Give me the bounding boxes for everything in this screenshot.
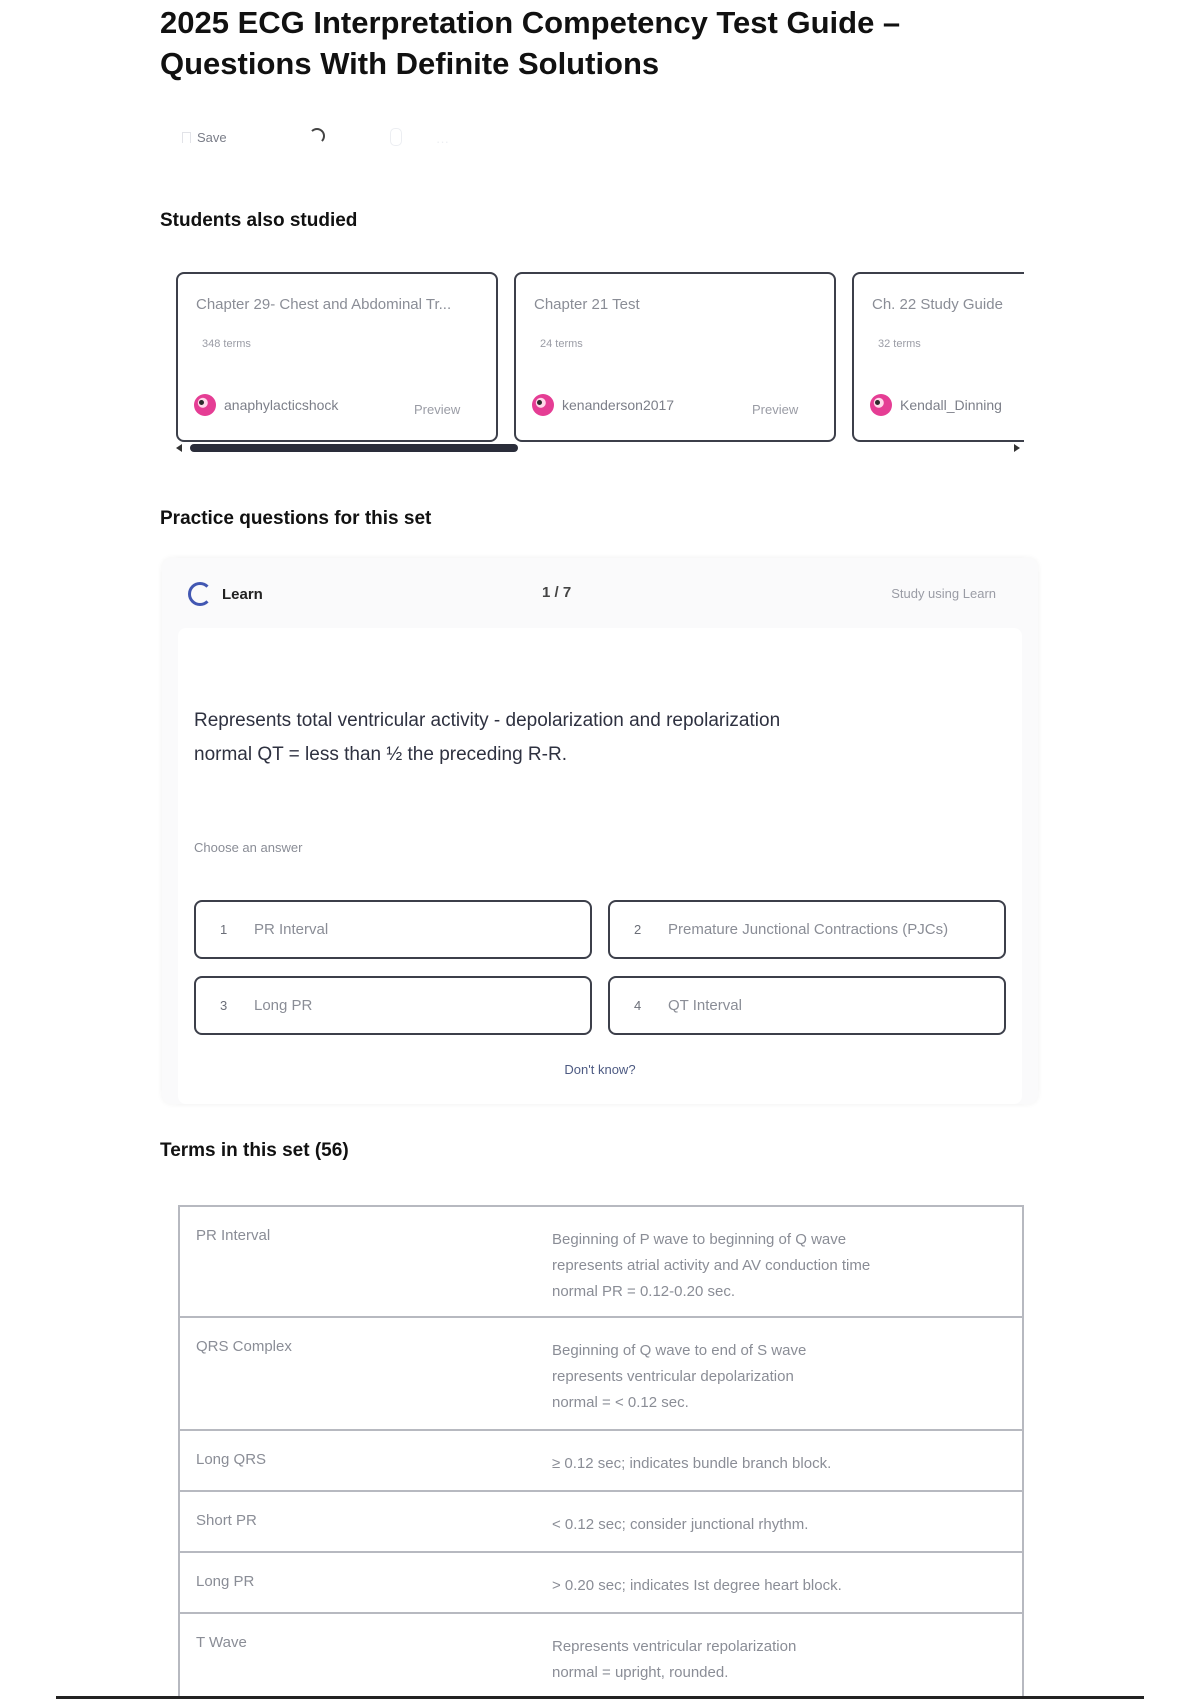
- carousel-scrollbar[interactable]: [190, 444, 1010, 452]
- carousel-scrollbar-thumb[interactable]: [190, 444, 518, 452]
- definition-line: represents atrial activity and AV conduction time: [552, 1257, 871, 1274]
- study-using-learn-link[interactable]: Study using Learn: [891, 586, 996, 601]
- study-set-card[interactable]: [852, 272, 1024, 442]
- terms-table: [178, 1205, 1024, 1698]
- more-icon[interactable]: ···: [436, 134, 449, 149]
- answer-option[interactable]: [608, 976, 1006, 1035]
- question-line: Represents total ventricular activity - depolarization and repolarization: [194, 710, 781, 731]
- terms-heading: Terms in this set (56): [160, 1140, 349, 1161]
- learn-icon: [188, 582, 212, 606]
- answer-number: 2: [634, 922, 642, 937]
- term-definition: [552, 1634, 1012, 1686]
- avatar: [532, 394, 554, 416]
- page-divider: [56, 1696, 1144, 1699]
- loading-spinner-icon: [309, 128, 325, 144]
- card-author[interactable]: [870, 394, 1002, 416]
- term-word: Short PR: [196, 1512, 257, 1529]
- preview-button[interactable]: Preview: [752, 402, 799, 417]
- card-author[interactable]: [532, 394, 674, 416]
- share-icon[interactable]: [390, 128, 402, 146]
- card-term-count: 24 terms: [540, 338, 583, 350]
- save-button[interactable]: [182, 130, 227, 145]
- learn-practice-panel: [162, 558, 1038, 1104]
- term-word: T Wave: [196, 1634, 247, 1651]
- question-line: normal QT = less than ½ the preceding R-R.: [194, 744, 567, 765]
- term-word: QRS Complex: [196, 1338, 292, 1355]
- term-definition: [552, 1227, 1012, 1305]
- answer-text: PR Interval: [254, 921, 329, 938]
- scroll-left-arrow-icon[interactable]: [176, 444, 182, 452]
- term-word: Long PR: [196, 1573, 255, 1590]
- answer-option[interactable]: [194, 976, 592, 1035]
- term-definition: [552, 1573, 1012, 1599]
- term-row: [178, 1553, 1024, 1614]
- bookmark-icon: [182, 132, 191, 143]
- term-row: [178, 1492, 1024, 1553]
- definition-line: normal PR = 0.12-0.20 sec.: [552, 1283, 736, 1300]
- dont-know-button[interactable]: Don't know?: [564, 1062, 636, 1077]
- term-row: [178, 1614, 1024, 1698]
- avatar: [194, 394, 216, 416]
- choose-answer-label: Choose an answer: [194, 840, 303, 855]
- definition-line: > 0.20 sec; indicates Ist degree heart block.: [552, 1577, 842, 1594]
- learn-label: Learn: [222, 585, 263, 603]
- term-definition: [552, 1512, 1012, 1538]
- question-text: [194, 704, 894, 772]
- term-row: [178, 1318, 1024, 1431]
- card-title: Chapter 29- Chest and Abdominal Tr...: [196, 296, 452, 313]
- avatar: [870, 394, 892, 416]
- definition-line: normal = upright, rounded.: [552, 1664, 729, 1681]
- save-label: Save: [197, 130, 227, 145]
- term-word: PR Interval: [196, 1227, 271, 1244]
- term-definition: [552, 1451, 1012, 1477]
- card-term-count: 32 terms: [878, 338, 921, 350]
- answer-text: QT Interval: [668, 997, 742, 1014]
- card-term-count: 348 terms: [202, 338, 251, 350]
- question-card: [178, 628, 1022, 1104]
- students-also-studied-heading: Students also studied: [160, 210, 358, 231]
- study-set-carousel: [176, 270, 1024, 454]
- scroll-right-arrow-icon[interactable]: [1014, 444, 1020, 452]
- definition-line: Represents ventricular repolarization: [552, 1638, 797, 1655]
- learn-mode-label: [188, 582, 263, 606]
- answer-text: Long PR: [254, 997, 313, 1014]
- definition-line: represents ventricular depolarization: [552, 1368, 794, 1385]
- answer-number: 1: [220, 922, 228, 937]
- term-row: [178, 1205, 1024, 1318]
- definition-line: Beginning of Q wave to end of S wave: [552, 1342, 807, 1359]
- answer-number: 3: [220, 998, 228, 1013]
- card-author-name: Kendall_Dinning: [900, 397, 1002, 413]
- definition-line: < 0.12 sec; consider junctional rhythm.: [552, 1516, 809, 1533]
- term-row: [178, 1431, 1024, 1492]
- card-title: Ch. 22 Study Guide: [872, 296, 1003, 313]
- practice-questions-heading: Practice questions for this set: [160, 508, 432, 529]
- preview-button[interactable]: Preview: [414, 402, 461, 417]
- card-author-name: kenanderson2017: [562, 397, 675, 413]
- page-title: 2025 ECG Interpretation Competency Test Guide – Questions With Definite Solutions: [160, 5, 901, 81]
- answer-option[interactable]: [194, 900, 592, 959]
- study-set-card[interactable]: [176, 272, 498, 442]
- definition-line: normal = < 0.12 sec.: [552, 1394, 689, 1411]
- answer-option[interactable]: [608, 900, 1006, 959]
- card-title: Chapter 21 Test: [534, 296, 640, 313]
- answer-number: 4: [634, 998, 642, 1013]
- study-set-card[interactable]: [514, 272, 836, 442]
- question-progress: 1 / 7: [542, 584, 572, 601]
- definition-line: ≥ 0.12 sec; indicates bundle branch block.: [552, 1455, 832, 1472]
- toolbar: [160, 122, 480, 152]
- term-word: Long QRS: [196, 1451, 267, 1468]
- term-definition: [552, 1338, 1012, 1416]
- definition-line: Beginning of P wave to beginning of Q wave: [552, 1231, 847, 1248]
- card-author[interactable]: [194, 394, 338, 416]
- card-author-name: anaphylacticshock: [224, 397, 339, 413]
- answer-text: Premature Junctional Contractions (PJCs): [668, 921, 949, 938]
